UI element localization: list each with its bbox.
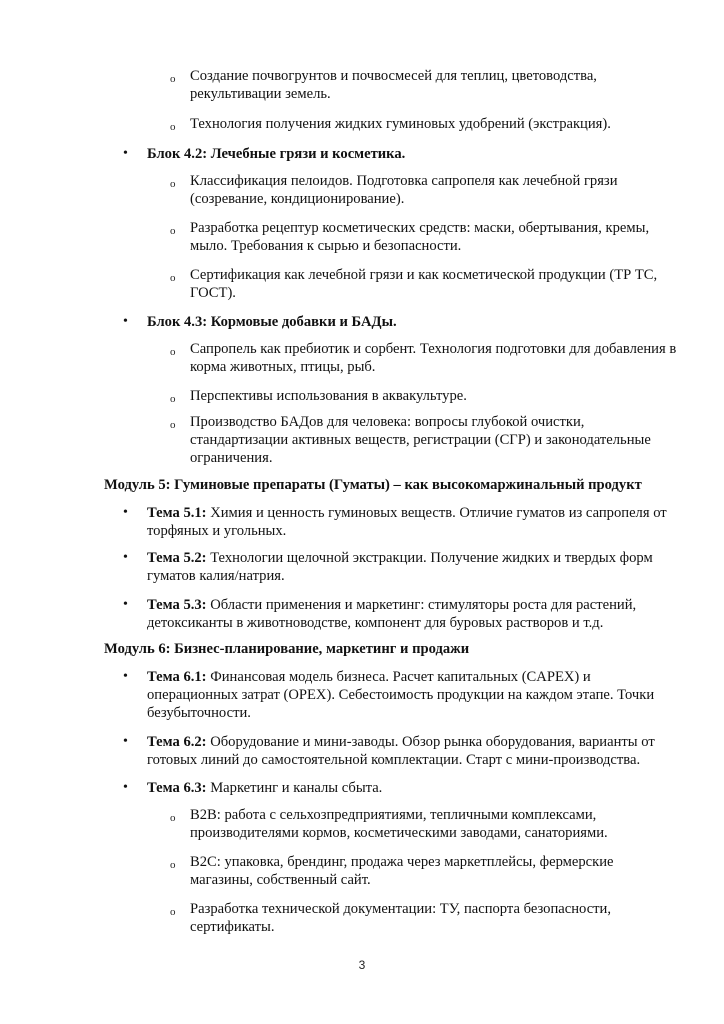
- sub-item-liquid-humic: Технология получения жидких гуминовых удобрений (экстракция).: [190, 116, 611, 132]
- bullet-marker: •: [123, 780, 128, 795]
- topic-text: Технологии щелочной экстракции. Получение жидких и твердых форм гуматов калия/натрия.: [147, 550, 653, 584]
- module-6-heading: Модуль 6: Бизнес-планирование, маркетинг и продажи: [104, 641, 470, 657]
- topic-label: Тема 6.2:: [147, 734, 207, 750]
- sub-item-b2b: B2B: работа с сельхозпредприятиями, тепличными комплексами, производителями кормов, косметическими заводами, санаториями.: [190, 807, 608, 841]
- sub-bullet-marker: o: [170, 272, 176, 284]
- sub-item-tech-docs: Разработка технической документации: ТУ, паспорта безопасности, сертификаты.: [190, 901, 612, 935]
- topic-6-3: [147, 779, 682, 797]
- topic-text: Маркетинг и каналы сбыта.: [210, 780, 383, 796]
- sub-item-soil-mixes: Создание почвогрунтов и почвосмесей для теплиц, цветоводства, рекультивации земель.: [190, 68, 597, 102]
- topic-text: Финансовая модель бизнеса. Расчет капитальных (CAPEX) и операционных затрат (OPEX). Себестоимость продукции на каждом этапе. Точки безубыточности.: [147, 669, 655, 721]
- sub-bullet-marker: o: [170, 906, 176, 918]
- sub-bullet-marker: o: [170, 393, 176, 405]
- page-number: 3: [358, 958, 366, 972]
- bullet-marker: •: [123, 734, 128, 749]
- topic-label: Тема 6.1:: [147, 669, 207, 685]
- topic-6-2: [147, 733, 682, 769]
- topic-label: Тема 5.3:: [147, 597, 207, 613]
- block-4-2-heading: Блок 4.2: Лечебные грязи и косметика.: [147, 146, 406, 162]
- sub-bullet-marker: o: [170, 346, 176, 358]
- sub-item-aquaculture: Перспективы использования в аквакультуре.: [190, 388, 467, 404]
- sub-bullet-marker: o: [170, 225, 176, 237]
- topic-label: Тема 5.2:: [147, 550, 207, 566]
- sub-bullet-marker: o: [170, 73, 176, 85]
- topic-5-1: [147, 504, 682, 540]
- sub-bullet-marker: o: [170, 859, 176, 871]
- bullet-marker: •: [123, 146, 128, 161]
- topic-label: Тема 5.1:: [147, 505, 207, 521]
- topic-text: Области применения и маркетинг: стимуляторы роста для растений, детоксиканты в животноводстве, компонент для буровых растворов и т.д.: [147, 597, 637, 631]
- topic-6-1: [147, 668, 682, 722]
- bullet-marker: •: [123, 314, 128, 329]
- sub-bullet-marker: o: [170, 178, 176, 190]
- topic-text: Оборудование и мини-заводы. Обзор рынка оборудования, варианты от готовых линий до самостоятельной комплектации. Старт с мини-производства.: [147, 734, 655, 768]
- bullet-marker: •: [123, 597, 128, 612]
- sub-bullet-marker: o: [170, 121, 176, 133]
- sub-bullet-marker: o: [170, 419, 176, 431]
- topic-label: Тема 6.3:: [147, 780, 207, 796]
- bullet-marker: •: [123, 669, 128, 684]
- sub-item-prebiotic: Сапропель как пребиотик и сорбент. Технология подготовки для добавления в корма животных, птицы, рыб.: [190, 341, 677, 375]
- block-4-3-heading: Блок 4.3: Кормовые добавки и БАДы.: [147, 314, 397, 330]
- topic-5-3: [147, 596, 682, 632]
- module-5-heading: Модуль 5: Гуминовые препараты (Гуматы) – как высокомаржинальный продукт: [104, 477, 642, 493]
- topic-text: Химия и ценность гуминовых веществ. Отличие гуматов из сапропеля от торфяных и угольных.: [147, 505, 667, 539]
- topic-5-2: [147, 549, 682, 585]
- sub-item-peloids: Классификация пелоидов. Подготовка сапропеля как лечебной грязи (созревание, кондиционирование).: [190, 173, 618, 207]
- sub-item-b2c: B2C: упаковка, брендинг, продажа через маркетплейсы, фермерские магазины, собственный сайт.: [190, 854, 614, 888]
- sub-bullet-marker: o: [170, 812, 176, 824]
- sub-item-cosmetics: Разработка рецептур косметических средств: маски, обертывания, кремы, мыло. Требования к сырью и безопасности.: [190, 220, 650, 254]
- bullet-marker: •: [123, 550, 128, 565]
- bullet-marker: •: [123, 505, 128, 520]
- sub-item-certification: Сертификация как лечебной грязи и как косметической продукции (ТР ТС, ГОСТ).: [190, 267, 658, 301]
- sub-item-supplements: Производство БАДов для человека: вопросы глубокой очистки, стандартизации активных веществ, регистрации (СГР) и законодательные ограничения.: [190, 414, 651, 466]
